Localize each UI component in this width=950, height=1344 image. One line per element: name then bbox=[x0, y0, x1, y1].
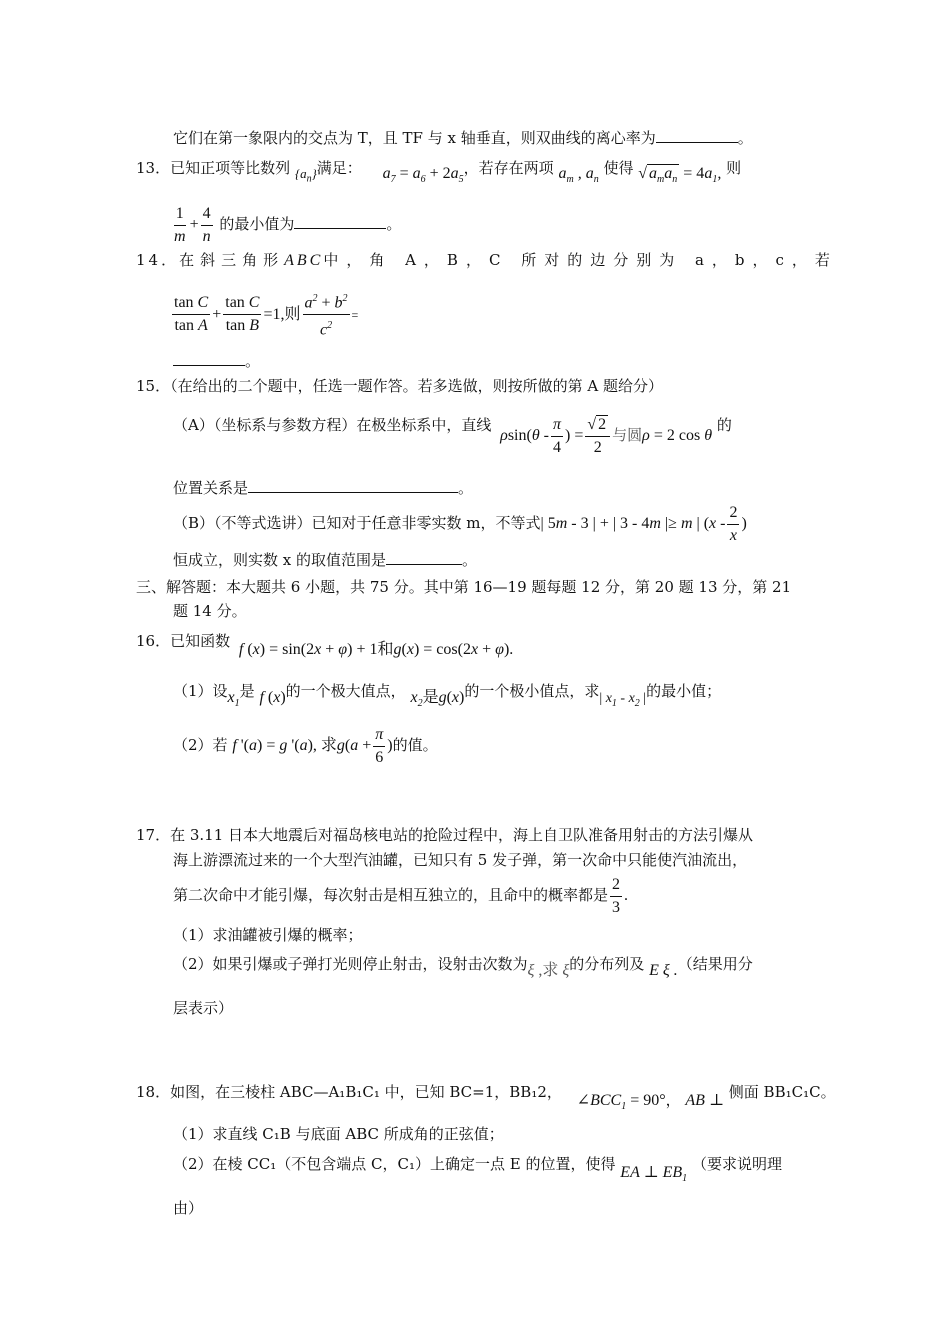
q18-p2-text3: 由） bbox=[173, 1199, 204, 1217]
q18-p2-text: （2）在棱 CC₁（不包含端点 C，C₁）上确定一点 E 的位置，使得 bbox=[173, 1155, 616, 1173]
q16-p1-text: （1）设 bbox=[173, 682, 228, 700]
q13-text4: 使得 bbox=[603, 159, 634, 177]
q14-text: 在斜三角形 bbox=[179, 251, 285, 269]
q13-line2: $\frac{1}{m}$ + $\frac{4}{n}$ 的最小值为 。 bbox=[170, 202, 401, 248]
q15-a-text: （A）（坐标系与参数方程）在极坐标系中，直线 bbox=[173, 416, 492, 434]
q13-number: 13． bbox=[136, 159, 171, 177]
line-hyperbola-tail: 它们在第一象限内的交点为 T，且 TF 与 x 轴垂直，则双曲线的离心率为 。 bbox=[173, 129, 753, 147]
q18-line1: 18．如图，在三棱柱 ABC—A₁B₁C₁ 中，已知 BC=1，BB₁2， $\angle BCC_1 = 90^\circ$， AB ⊥ 侧面 BB₁C₁C。 bbox=[136, 1083, 836, 1113]
q15-b-text: （B）（不等式选讲）已知对于任意非零实数 m，不等式 bbox=[173, 514, 541, 532]
q13-line1 bbox=[136, 158, 741, 185]
q17-p1-text: （1）求油罐被引爆的概率； bbox=[173, 926, 363, 944]
q17-line2 bbox=[173, 850, 747, 870]
q16-part1: （1）设$x_1$是 f (x)的一个极大值点， $x_2$是g(x)的一个极小值点，求| $x_1 - x_2$ |的最小值； bbox=[173, 682, 722, 710]
q14-text2: 中，角 A，B，C 所对的边分别为 a，b，c，若 bbox=[323, 251, 838, 269]
q15-a-mid: 与圆 bbox=[612, 426, 643, 444]
q16-p1-text3: 的一个极大值点， bbox=[285, 682, 406, 700]
q13-text6: 的最小值为 bbox=[219, 215, 295, 233]
section3-text: 三、解答题：本大题共 6 小题，共 75 分。其中第 16—19 题每题 12 分，第 20 题 13 分，第 21 bbox=[136, 578, 792, 596]
q18-text2: 侧面 BB₁C₁C。 bbox=[728, 1083, 836, 1101]
q17-line3: 第二次命中才能引爆，每次射击是相互独立的，且命中的概率都是 $\frac{2}{3}$ . bbox=[173, 872, 628, 919]
q14-line3: 。 bbox=[173, 351, 260, 371]
q16-part2: （2）若 f '(a) = g '(a), 求g(a + $\frac{\pi}{6}$ )的值。 bbox=[173, 722, 438, 769]
frac-2-x: $\frac{2}{x}$ bbox=[729, 503, 738, 544]
q18-p1-text: （1）求直线 C₁B 与底面 ABC 所成角的正弦值； bbox=[173, 1125, 504, 1143]
section3-line1 bbox=[136, 577, 791, 597]
section3-text2: 题 14 分。 bbox=[173, 602, 247, 620]
answer-blank bbox=[386, 550, 462, 565]
q13-sqrt: √ $a_ma_n = 4a_1$, bbox=[638, 165, 722, 186]
frac-tanC-tanA: $\frac{\text{tan C}}{\text{tan A}}$ bbox=[174, 294, 209, 335]
q16-p1-text2: 是 bbox=[239, 682, 255, 700]
frac-sqrt2-2: $\frac{√ 2}{2}$ bbox=[585, 414, 610, 459]
q16-text: 已知函数 bbox=[170, 632, 231, 650]
frac-4-n: $\frac{4}{n}$ bbox=[202, 204, 211, 245]
q18-text: 如图，在三棱柱 ABC—A₁B₁C₁ 中，已知 BC=1，BB₁2， bbox=[170, 1083, 562, 1101]
q17-p2-text3: （结果用分 bbox=[677, 955, 753, 973]
answer-blank bbox=[248, 478, 458, 493]
q17-line1 bbox=[136, 825, 753, 845]
q17-text: 在 3.11 日本大地震后对福岛核电站的抢险过程中，海上自卫队准备用射击的方法引爆从 bbox=[170, 826, 754, 844]
frac-pi-4: $\frac{\pi}{4}$ bbox=[553, 415, 562, 456]
q17-part2: （2）如果引爆或子弹打光则停止射击，设射击次数为ξ ,求 ξ的分布列及 E ξ .（结果用分 bbox=[173, 955, 753, 979]
q16-functions: f (x) = sin(2x + φ) + 1和g(x) = cos(2x + φ). bbox=[238, 641, 514, 658]
answer-blank bbox=[294, 214, 386, 229]
q15-intro-text: （在给出的二个题中，任选一题作答。若多选做，则按所做的第 A 题给分） bbox=[170, 377, 663, 395]
q15-b-line2: 恒成立，则实数 x 的取值范围是 。 bbox=[173, 551, 478, 569]
q18-part2: （2）在棱 CC₁（不包含端点 C，C₁）上确定一点 E 的位置，使得 EA ⊥ $EB_1$ （要求说明理 bbox=[173, 1155, 782, 1185]
q16-p1-text4: 的一个极小值点，求 bbox=[464, 682, 600, 700]
q14-number: 14． bbox=[136, 251, 180, 269]
q16-p1-text5: 的最小值； bbox=[646, 682, 722, 700]
frac-2-3: $\frac{2}{3}$ bbox=[612, 875, 621, 916]
frac-pi-6: $\frac{\pi}{6}$ bbox=[375, 725, 384, 766]
answer-blank bbox=[173, 351, 245, 366]
q18-part1 bbox=[173, 1124, 504, 1144]
q13-terms: $a_m$ , $a_n$ bbox=[558, 165, 599, 186]
hyperbola-text: 它们在第一象限内的交点为 T，且 TF 与 x 轴垂直，则双曲线的离心率为 bbox=[173, 129, 656, 147]
q16-p2-text: （2）若 bbox=[173, 736, 228, 754]
q18-part2-cont bbox=[173, 1198, 203, 1218]
q18-number: 18． bbox=[136, 1083, 171, 1101]
q16-number: 16． bbox=[136, 632, 171, 650]
frac-a2b2-c2: $\frac{a^2 + b^2}{c^2}$ bbox=[303, 288, 350, 342]
q14-mid: =1,则 bbox=[263, 305, 301, 323]
q16-p2-text2: 的值。 bbox=[392, 736, 438, 754]
q13-text: 已知正项等比数列 bbox=[170, 159, 291, 177]
q13-condition: $a_7 = a_6 + 2a_5$ bbox=[382, 165, 464, 186]
q17-part2-cont bbox=[173, 998, 233, 1018]
inequality: | 5m - 3 | + | 3 - 4m |≥ m | (x - bbox=[540, 515, 726, 532]
q15-a-line1: （A）（坐标系与参数方程）在极坐标系中，直线 ρsin(θ - $\frac{\pi}{4}$ ) = $\frac{√ 2}{2}$ 与圆ρ = 2 cos θ 的 bbox=[173, 410, 732, 461]
q15-a-line2: 位置关系是 。 bbox=[173, 479, 474, 497]
q17-p2-text: （2）如果引爆或子弹打光则停止射击，设射击次数为 bbox=[173, 955, 528, 973]
q13-text2: 满足： bbox=[316, 159, 362, 177]
q17-text3: 第二次命中才能引爆，每次射击是相互独立的，且命中的概率都是 bbox=[173, 886, 609, 904]
q17-number: 17． bbox=[136, 826, 171, 844]
q13-text3: ，若存在两项 bbox=[463, 159, 554, 177]
q15-a-text2: 位置关系是 bbox=[173, 479, 249, 497]
q17-text2: 海上游漂流过来的一个大型汽油罐，已知只有 5 发子弹，第一次命中只能使汽油流出， bbox=[173, 851, 748, 869]
q14-line2: $\frac{\text{tan C}}{\text{tan A}}$ + $\frac{\text{tan C}}{\text{tan B}}$ =1,则 $\frac{a^2 + b^2}{c^2}$ = bbox=[170, 288, 358, 342]
frac-1-m: $\frac{1}{m}$ bbox=[174, 204, 186, 245]
q15-b-text2: 恒成立，则实数 x 的取值范围是 bbox=[173, 551, 386, 569]
q13-seq: $\{a_n\}$ bbox=[294, 166, 317, 185]
q14-abc: ABC bbox=[284, 252, 324, 269]
q15-intro bbox=[136, 376, 663, 396]
q17-p2-text4: 层表示） bbox=[173, 999, 234, 1017]
q13-text5: 则 bbox=[726, 159, 742, 177]
q17-p2-text2: 的分布列及 bbox=[569, 955, 645, 973]
q18-p2-text2: （要求说明理 bbox=[691, 1155, 782, 1173]
q15-b-line1: （B）（不等式选讲）已知对于任意非零实数 m，不等式| 5m - 3 | + | 3 - 4m |≥ m | (x - $\frac{2}{x}$ ) bbox=[173, 500, 747, 547]
polar-line-eq: ρsin(θ - bbox=[500, 427, 549, 444]
q15-a-end: 的 bbox=[716, 416, 732, 434]
frac-tanC-tanB: $\frac{\text{tan C}}{\text{tan B}}$ bbox=[225, 294, 260, 335]
section3-line2 bbox=[173, 601, 247, 621]
q17-part1 bbox=[173, 925, 363, 945]
q16-line1 bbox=[136, 627, 513, 656]
q14-line1 bbox=[136, 250, 838, 271]
polar-circle-eq: ρ = 2 cos θ bbox=[642, 427, 713, 444]
q15-number: 15． bbox=[136, 377, 171, 395]
answer-blank bbox=[656, 128, 738, 143]
